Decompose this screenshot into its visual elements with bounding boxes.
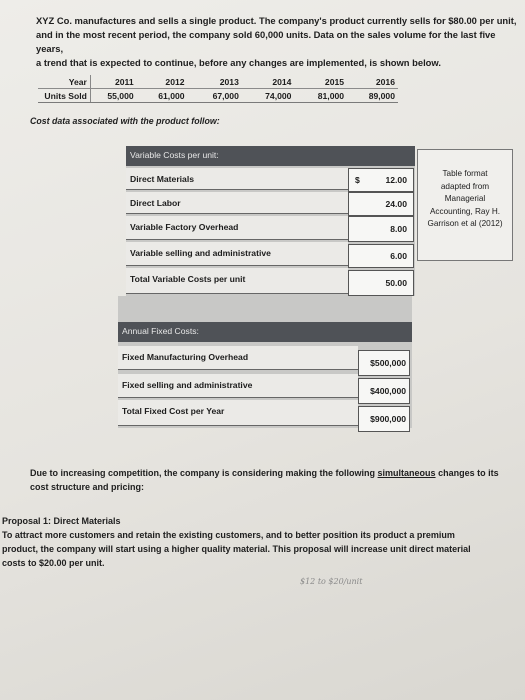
- variable-row-label: Variable Factory Overhead: [126, 216, 348, 240]
- fixed-total-label: Total Fixed Cost per Year: [118, 400, 358, 426]
- variable-row-label: Direct Materials: [126, 168, 348, 190]
- units-cell: 74,000: [242, 89, 295, 103]
- year-cell: 2012: [137, 75, 188, 89]
- year-cell: 2014: [242, 75, 295, 89]
- handwritten-note: $12 to $20/unit: [300, 577, 363, 586]
- year-cell: 2013: [188, 75, 242, 89]
- cost-data-heading: Cost data associated with the product follow:: [30, 116, 220, 126]
- fixed-selling-value: $400,000: [358, 378, 410, 404]
- simultaneous-emphasis: simultaneous: [377, 468, 436, 478]
- currency-symbol: $: [355, 175, 360, 185]
- variable-total-value: 50.00: [348, 270, 414, 296]
- units-cell: 55,000: [90, 89, 136, 103]
- variable-row-value: [348, 168, 414, 192]
- variable-total-label: Total Variable Costs per unit: [126, 268, 348, 294]
- variable-overhead-value: 8.00: [348, 216, 414, 242]
- fixed-row-label: Fixed Manufacturing Overhead: [118, 346, 358, 370]
- units-cell: 81,000: [294, 89, 347, 103]
- sales-year-row: [38, 75, 398, 89]
- note-line: Garrison et al (2012): [427, 219, 503, 228]
- proposal-1-title: Proposal 1: Direct Materials: [2, 516, 121, 526]
- competition-line-1: [30, 466, 520, 480]
- variable-costs-header: Variable Costs per unit:: [126, 146, 415, 166]
- proposal-1-line-2: product, the company will start using a higher quality material. This proposal will increase unit direct material: [2, 544, 471, 554]
- intro-paragraph: [36, 14, 524, 70]
- intro-line-3-c: , is shown below.: [364, 57, 441, 68]
- competition-paragraph: [30, 466, 520, 494]
- variable-row-label: Variable selling and administrative: [126, 242, 348, 266]
- competition-text: Due to increasing competition, the company is considering making the following: [30, 468, 378, 478]
- proposal-1: [2, 514, 524, 570]
- units-label: Units Sold: [38, 89, 90, 103]
- fixed-costs-header: Annual Fixed Costs:: [118, 322, 412, 342]
- intro-line-3: [36, 56, 524, 70]
- units-cell: 89,000: [347, 89, 398, 103]
- sales-volume-table: [38, 75, 398, 103]
- variable-selling-value: 6.00: [348, 244, 414, 268]
- intro-line-1: XYZ Co. manufactures and sells a single product. The company's product currently sells for $80.00 per unit,: [36, 15, 517, 26]
- units-cell: 61,000: [137, 89, 188, 103]
- intro-line-2: and in the most recent period, the company sold 60,000 units. Data on the sales volume for the last five years,: [36, 29, 496, 54]
- intro-line-3-a: a trend that is expected to continue,: [36, 57, 200, 68]
- note-line: Table format: [442, 169, 488, 178]
- fixed-manufacturing-value: $500,000: [358, 350, 410, 376]
- intro-line-3-bold: before any changes are implemented: [199, 57, 365, 68]
- proposal-1-line-1: To attract more customers and retain the existing customers, and to better position its product a premium: [2, 530, 455, 540]
- proposal-1-line-3: costs to $20.00 per unit.: [2, 558, 105, 568]
- year-cell: 2015: [294, 75, 347, 89]
- note-line: Accounting, Ray H.: [429, 206, 501, 216]
- year-label: Year: [38, 75, 90, 89]
- note-line: Managerial: [444, 194, 486, 203]
- fixed-row-label: Fixed selling and administrative: [118, 374, 358, 398]
- direct-labor-value: 24.00: [348, 192, 414, 216]
- note-line: adapted from: [440, 181, 490, 191]
- units-cell: 67,000: [188, 89, 242, 103]
- direct-materials-value: 12.00: [385, 175, 407, 185]
- variable-row-label: Direct Labor: [126, 192, 348, 214]
- competition-line-2: cost structure and pricing:: [30, 482, 145, 492]
- fixed-total-value: $900,000: [358, 406, 410, 432]
- year-cell: 2011: [90, 75, 136, 89]
- sales-units-row: [38, 89, 398, 103]
- competition-text: changes to its: [435, 468, 499, 478]
- source-note: [417, 149, 513, 261]
- year-cell: 2016: [347, 75, 398, 89]
